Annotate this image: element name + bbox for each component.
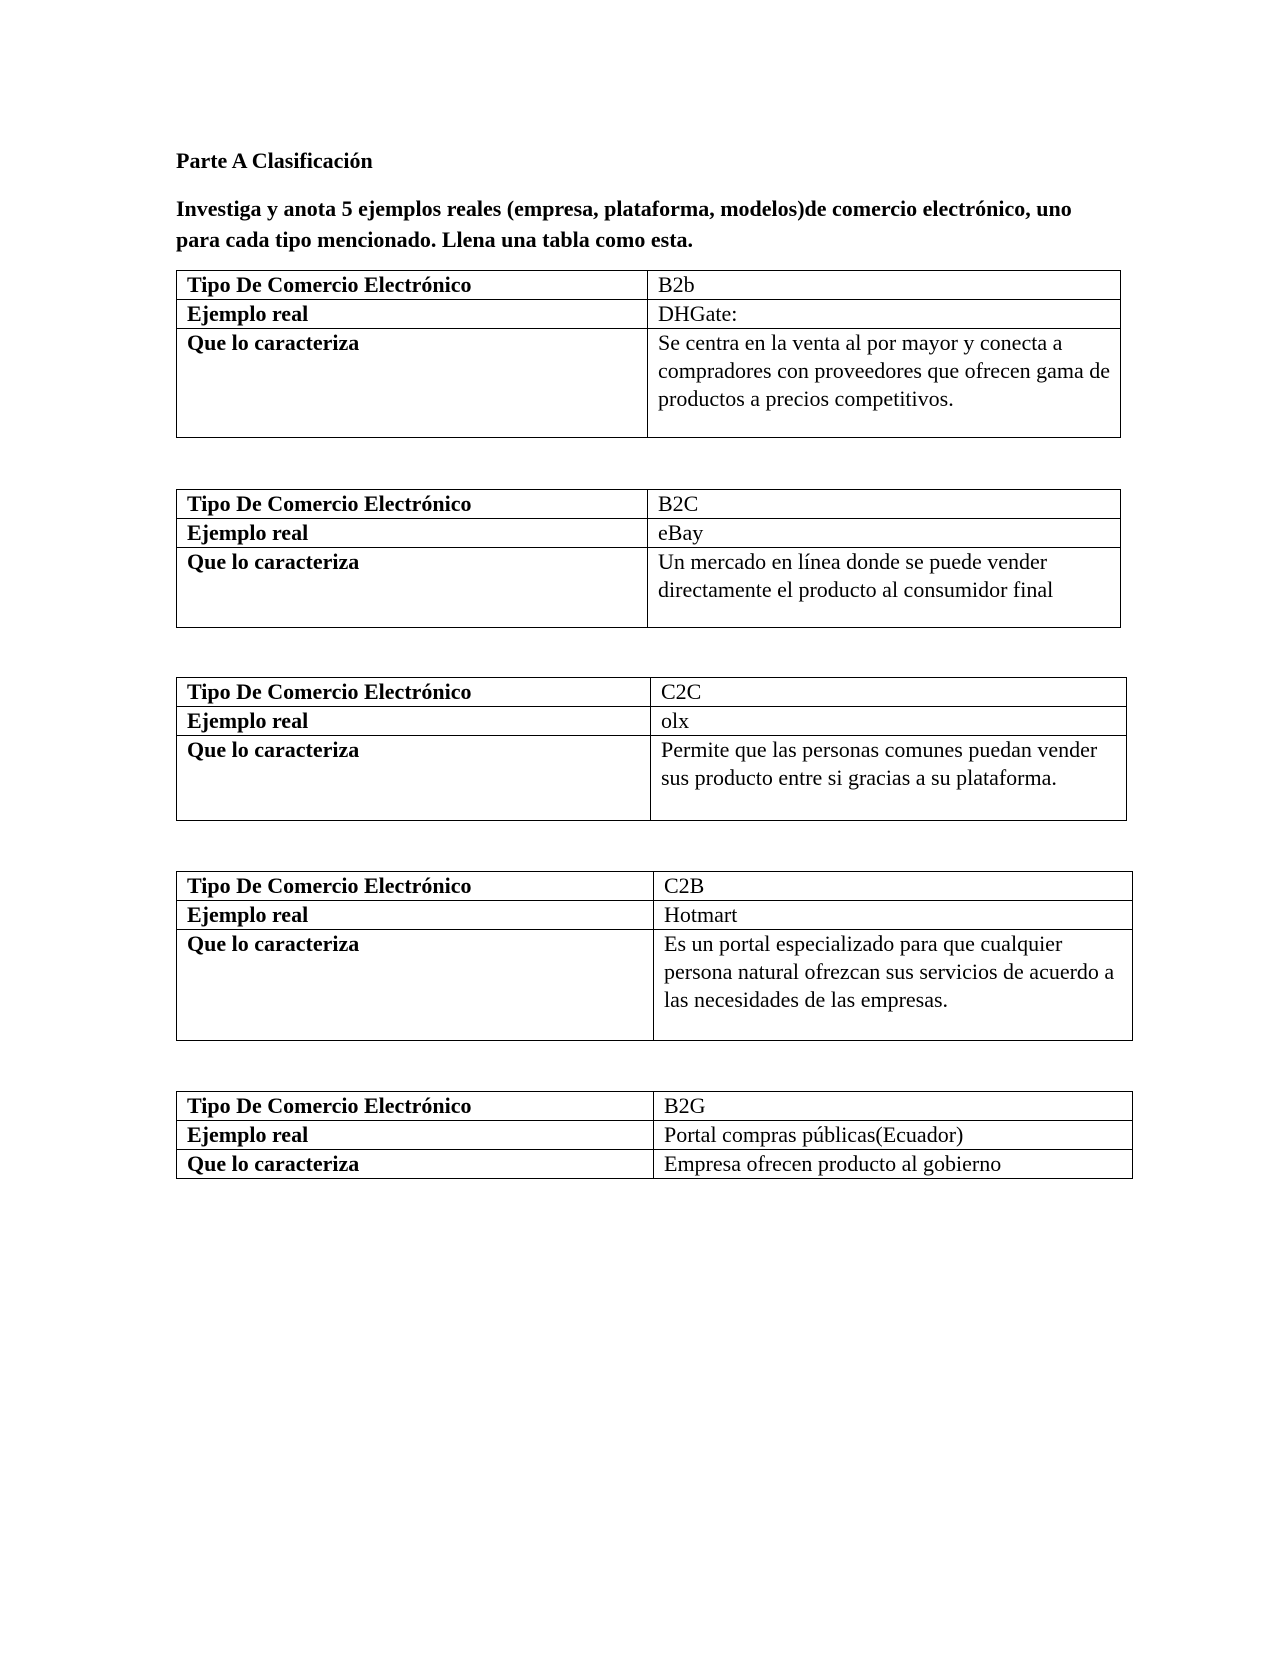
example-label: Ejemplo real	[177, 901, 654, 930]
description-label: Que lo caracteriza	[177, 1150, 654, 1179]
description-value: Se centra en la venta al por mayor y conecta a compradores con proveedores que ofrecen gama de productos a precios competitivos.	[648, 329, 1121, 438]
type-value: B2C	[648, 490, 1121, 519]
instructions-text: Investiga y anota 5 ejemplos reales (empresa, plataforma, modelos)de comercio electrónico, uno para cada tipo mencionado. Llena una tabla como esta.	[176, 196, 1072, 252]
example-label: Ejemplo real	[177, 1121, 654, 1150]
table-row	[177, 1092, 1133, 1121]
example-value: DHGate:	[648, 300, 1121, 329]
ecommerce-table-c2b	[176, 871, 1133, 1041]
type-value: B2b	[648, 271, 1121, 300]
description-label: Que lo caracteriza	[177, 736, 651, 821]
table-row	[177, 872, 1133, 901]
description-value: Un mercado en línea donde se puede vender directamente el producto al consumidor final	[648, 548, 1121, 628]
description-value: Empresa ofrecen producto al gobierno	[654, 1150, 1133, 1179]
example-value: olx	[651, 707, 1127, 736]
type-value: C2C	[651, 678, 1127, 707]
description-label: Que lo caracteriza	[177, 930, 654, 1041]
table-row	[177, 707, 1127, 736]
table-row	[177, 300, 1121, 329]
example-label: Ejemplo real	[177, 519, 648, 548]
table-row	[177, 490, 1121, 519]
type-label: Tipo De Comercio Electrónico	[177, 271, 648, 300]
table-row	[177, 548, 1121, 628]
type-label: Tipo De Comercio Electrónico	[177, 678, 651, 707]
type-value: C2B	[654, 872, 1133, 901]
table-row	[177, 678, 1127, 707]
ecommerce-table-b2b	[176, 270, 1121, 438]
example-label: Ejemplo real	[177, 707, 651, 736]
table-row	[177, 1121, 1133, 1150]
table-row	[177, 519, 1121, 548]
table-row	[177, 329, 1121, 438]
type-label: Tipo De Comercio Electrónico	[177, 872, 654, 901]
example-value: eBay	[648, 519, 1121, 548]
description-value: Es un portal especializado para que cualquier persona natural ofrezcan sus servicios de acuerdo a las necesidades de las empresas.	[654, 930, 1133, 1041]
description-value: Permite que las personas comunes puedan vender sus producto entre si gracias a su plataforma.	[651, 736, 1127, 821]
ecommerce-table-b2g	[176, 1091, 1133, 1179]
ecommerce-table-c2c	[176, 677, 1127, 821]
ecommerce-table-b2c	[176, 489, 1121, 628]
example-value: Portal compras públicas(Ecuador)	[654, 1121, 1133, 1150]
table-row	[177, 930, 1133, 1041]
type-value: B2G	[654, 1092, 1133, 1121]
description-label: Que lo caracteriza	[177, 329, 648, 438]
table-row	[177, 736, 1127, 821]
section-heading: Parte A Clasificación	[176, 148, 373, 173]
table-row	[177, 1150, 1133, 1179]
table-row	[177, 271, 1121, 300]
description-label: Que lo caracteriza	[177, 548, 648, 628]
example-label: Ejemplo real	[177, 300, 648, 329]
type-label: Tipo De Comercio Electrónico	[177, 490, 648, 519]
table-row	[177, 901, 1133, 930]
type-label: Tipo De Comercio Electrónico	[177, 1092, 654, 1121]
example-value: Hotmart	[654, 901, 1133, 930]
